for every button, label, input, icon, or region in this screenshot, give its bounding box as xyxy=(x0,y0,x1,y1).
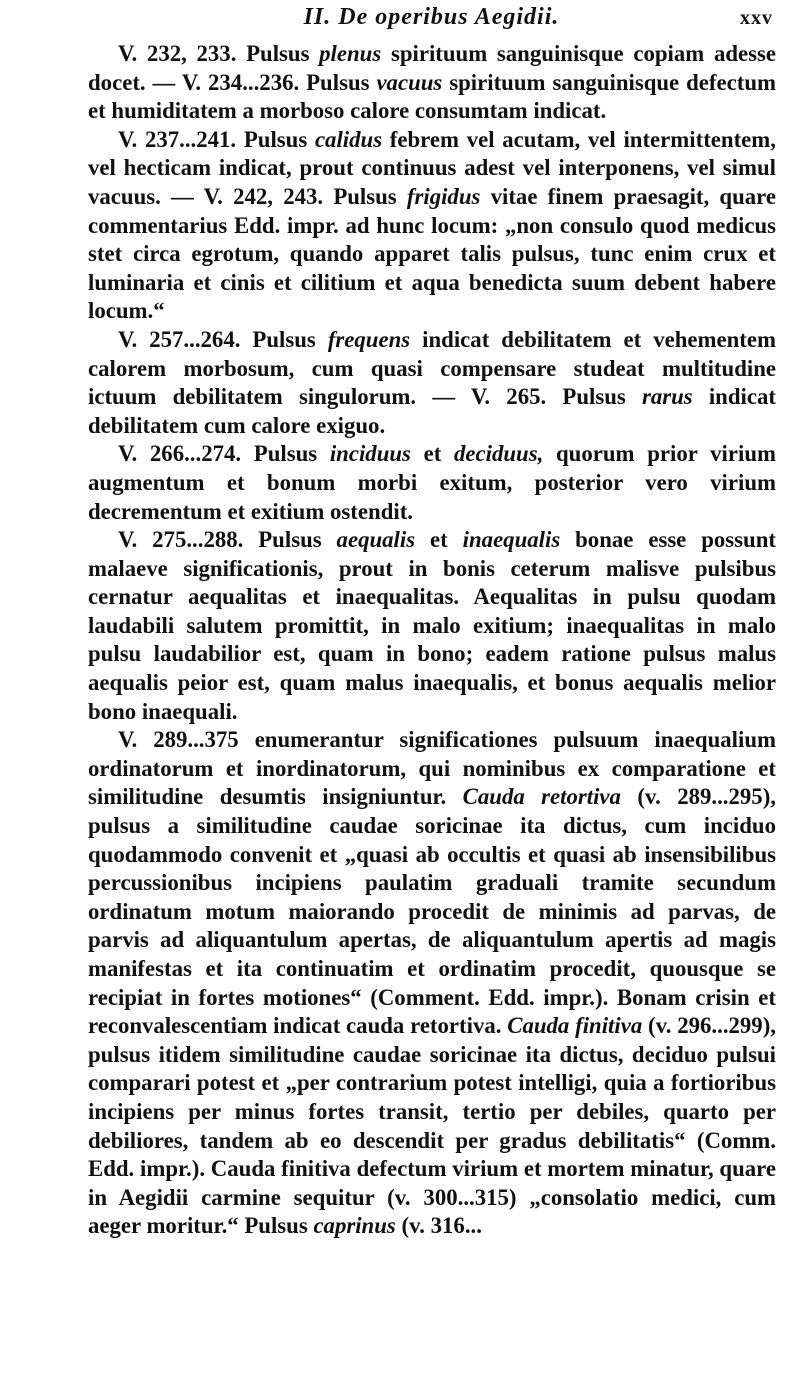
text-run: vitae finem praesagit, quare commentarius Edd. impr. ad hunc locum: „non consulo quod medicus stet circa egrotum, quando apparet talis pulsus, tunc enim crux et luminaria et cinis et cilitium et aqua benedicta suum debent habere locum.“ xyxy=(88,183,776,324)
text-run: V. 289...375 enumerantur significationes pulsuum inaequalium ordinatorum et inordinatorum, qui nominibus ex comparatione et similitudine desumtis insigniuntur. xyxy=(88,727,776,810)
paragraph xyxy=(88,40,776,126)
italic-term: inaequalis xyxy=(462,527,561,553)
italic-term: deciduus, xyxy=(454,441,544,467)
italic-term: plenus xyxy=(319,41,382,66)
text-run: spirituum sanguinisque copiam adesse docet. — V. 234...236. Pulsus xyxy=(88,41,776,95)
page-number: xxv xyxy=(740,7,773,29)
text-run: V. 266...274. Pulsus xyxy=(118,441,330,467)
text-run: et xyxy=(415,527,463,553)
text-run: V. 237...241. Pulsus xyxy=(118,126,315,152)
text-run: (v. 316... xyxy=(395,1213,482,1239)
italic-term: aequalis xyxy=(336,527,416,553)
paragraph xyxy=(88,526,776,726)
body-text xyxy=(88,40,776,1241)
text-run: febrem vel acutam, vel intermittentem, vel hecticam indicat, prout continuus adest vel interponens, vel simul vacuus. — V. 242, 243. Pulsus xyxy=(88,126,776,209)
text-run: bonae esse possunt malaeve significationis, prout in bonis ceterum malisve pulsibus cernatur aequalitas et inaequalitas. Aequalitas in pulsu quodam laudabili salutem promittit, in malo exitium; inaequalitas in malo pulsu laudabilior est, quam in bono; eadem ratione pulsus malus aequalis peior est, quam malus inaequalis, et bonus aequalis melior bono inaequali. xyxy=(88,527,776,724)
text-run: V. 232, 233. Pulsus xyxy=(118,41,320,66)
italic-term: frequens xyxy=(327,326,411,352)
text-run: (v. 289...295), pulsus a similitudine caudae soricinae ita dictus, cum inciduo quodammodo convenit et „quasi ab occultis et quasi ab insensibilibus percussionibus incipiens paulatim graduali tramite secundum ordinatum motum maiorando procedit de minimis ad parvas, de parvis ad aliquantulum apertas, de aliquantulum apertis ad magis manifestas et ita continuatim et ordinatim procedit, quousque se recipiat in fortes motiones“ (Comment. Edd. impr.). Bonam crisin et reconvalescentiam indicat cauda retortiva. xyxy=(88,784,776,1039)
italic-term: vacuus xyxy=(376,69,443,95)
paragraph xyxy=(88,440,776,526)
text-run: et xyxy=(410,441,455,467)
italic-term: frigidus xyxy=(406,183,481,209)
text-run: quorum prior virium augmentum et bonum morbi exitum, posterior vero virium decrementum et exitium ostendit. xyxy=(88,441,776,524)
running-title: II. De operibus Aegidii. xyxy=(303,4,560,30)
text-run: spirituum sanguinisque defectum et humiditatem a morboso calore consumtam indicat. xyxy=(88,69,776,124)
italic-term: calidus xyxy=(314,126,383,152)
italic-term: rarus xyxy=(641,384,693,410)
italic-term: Cauda finitiva xyxy=(507,1013,643,1039)
paragraph xyxy=(88,126,776,326)
text-run: V. 275...288. Pulsus xyxy=(118,527,337,553)
paragraph xyxy=(88,726,776,1241)
running-header xyxy=(90,4,773,34)
italic-term: inciduus xyxy=(329,441,411,467)
text-run: (v. 296...299), pulsus itidem similitudine caudae soricinae ita dictus, deciduo pulsui comparari potest et „per contrarium potest intelligi, quia a fortioribus incipiens per minus fortes transit, tertio per debiles, quarto per debiliores, tandem ab eo descendit per gradus debilitatis“ (Comm. Edd. impr.). Cauda finitiva defectum virium et mortem minatur, quare in Aegidii carmine sequitur (v. 300...315) „consolatio medici, cum aeger moritur.“ Pulsus xyxy=(88,1013,776,1239)
text-run: indicat debilitatem et vehementem calorem morbosum, cum quasi compensare studeat multitudine ictuum debilitatem singulorum. — V. 265. Pulsus xyxy=(88,326,776,410)
italic-term: Cauda retortiva xyxy=(462,784,621,810)
text-run: V. 257...264. Pulsus xyxy=(118,326,328,352)
text-run: indicat debilitatem cum calore exiguo. xyxy=(88,384,776,438)
paragraph xyxy=(88,326,776,440)
italic-term: caprinus xyxy=(313,1213,396,1239)
